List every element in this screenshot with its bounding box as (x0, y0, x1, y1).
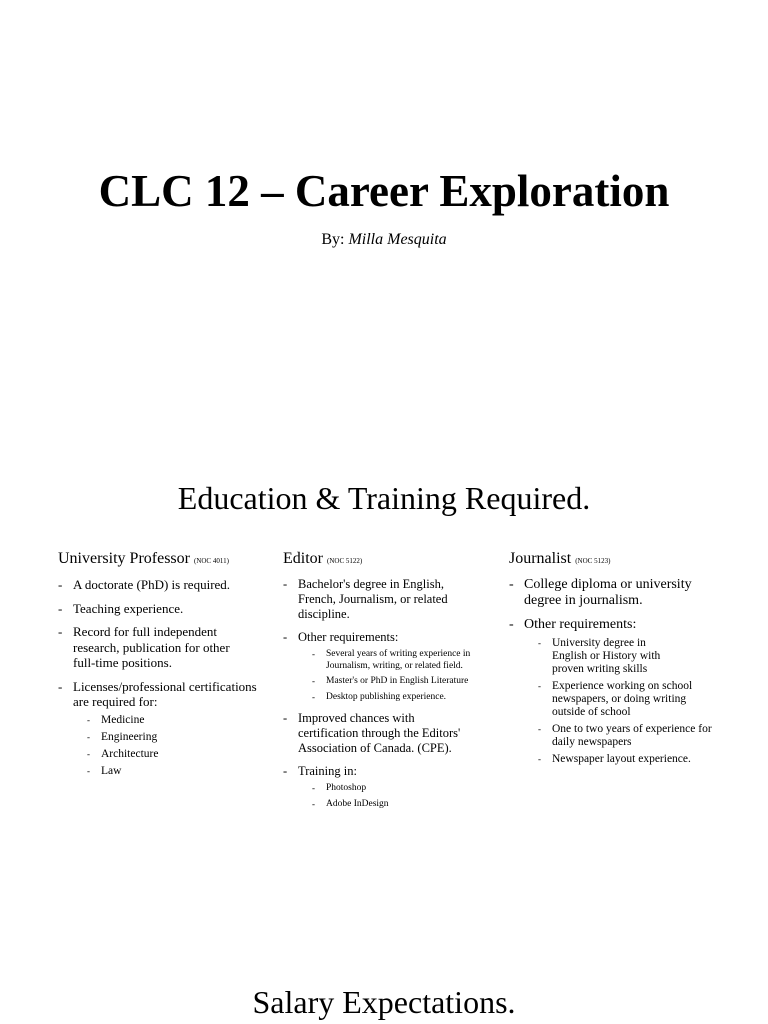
sub-list-item: - Architecture (73, 748, 273, 761)
byline-prefix: By: (321, 231, 349, 248)
list-item: - A doctorate (PhD) is required. (58, 577, 273, 593)
list-item: - Other requirements: - University degree in English or History with proven writing skills - Experience working on school newspapers, or doing writing outside of school - One to two years of experience for daily newspapers - Newspaper layout experience. (509, 617, 724, 766)
sub-list-item: - Photoshop (298, 783, 498, 795)
education-heading: Education & Training Required. (177, 480, 591, 516)
sub-list (524, 637, 724, 766)
byline-author: Milla Mesquita (348, 231, 447, 248)
sub-list-item: - Several years of writing experience in Journalism, writing, or related field. (298, 649, 486, 672)
sub-list (298, 783, 498, 810)
salary-heading: Salary Expectations. (252, 984, 516, 1020)
sub-list-item: - Newspaper layout experience. (524, 753, 724, 766)
byline (0, 230, 768, 250)
requirements-list (283, 577, 498, 810)
page-title: CLC 12 – Career Exploration (98, 166, 670, 216)
requirements-list (58, 577, 273, 778)
sub-list-item: - Master's or PhD in English Literature (298, 676, 498, 688)
list-item: - Bachelor's degree in English, French, Journalism, or related discipline. (283, 577, 478, 622)
noc-code: (NOC 5123) (575, 557, 611, 565)
sub-list-item: - One to two years of experience for daily newspapers (524, 723, 724, 749)
career-column-professor (58, 549, 273, 786)
list-item: - Teaching experience. (58, 601, 273, 617)
sub-list (298, 649, 498, 703)
list-item: - Other requirements: - Several years of writing experience in Journalism, writing, or related field. - Master's or PhD in English Literature - Desktop publishing experience. (283, 630, 498, 703)
list-item: - Licenses/professional certifications are required for: - Medicine - Engineering - Architecture - Law (58, 679, 273, 778)
career-name: Editor (283, 550, 323, 567)
career-name: Journalist (509, 550, 572, 567)
sub-list-item: - University degree in English or History with proven writing skills (524, 637, 682, 676)
career-header (283, 549, 498, 571)
list-item: - College diploma or university degree in journalism. (509, 577, 724, 609)
noc-code: (NOC 5122) (327, 557, 363, 565)
list-item: - Training in: - Photoshop - Adobe InDesign (283, 764, 498, 810)
sub-list (73, 714, 273, 778)
sub-list-item: - Desktop publishing experience. (298, 692, 498, 704)
career-name: University Professor (58, 550, 190, 567)
sub-list-item: - Engineering (73, 731, 273, 744)
list-item: - Record for full independent research, publication for other full-time positions. (58, 624, 248, 671)
requirements-list (509, 577, 724, 766)
career-column-journalist (509, 549, 724, 774)
sub-list-item: - Medicine (73, 714, 273, 727)
noc-code: (NOC 4011) (193, 557, 229, 565)
sub-list-item: - Law (73, 765, 273, 778)
career-column-editor (283, 549, 498, 818)
sub-list-item: - Experience working on school newspapers, or doing writing outside of school (524, 680, 717, 719)
list-item: - Improved chances with certification through the Editors' Association of Canada. (CPE). (283, 711, 473, 756)
career-header (509, 549, 724, 571)
sub-list-item: - Adobe InDesign (298, 799, 498, 811)
career-header (58, 549, 273, 571)
